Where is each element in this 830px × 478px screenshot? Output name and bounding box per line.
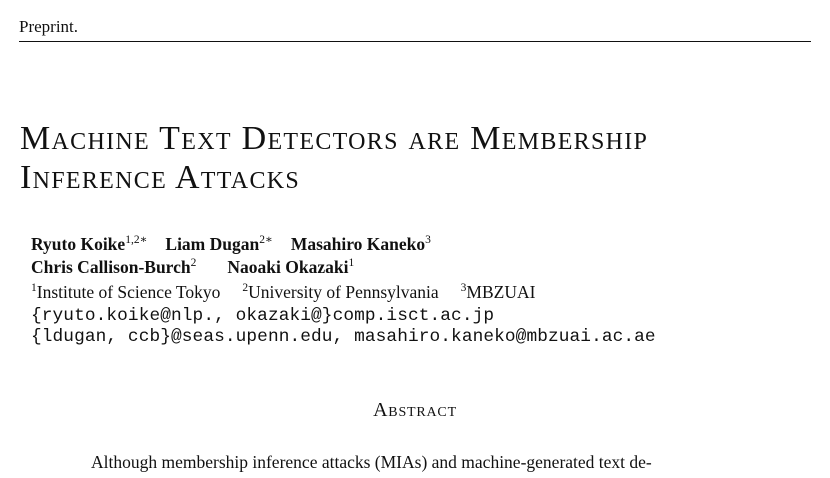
email-line-1: {ryuto.koike@nlp., okazaki@}comp.isct.ac.jp xyxy=(31,306,495,326)
affiliation-name: MBZUAI xyxy=(466,282,536,302)
affiliation-name: University of Pennsylvania xyxy=(248,282,439,302)
paper-title xyxy=(20,119,810,197)
author-name: Ryuto Koike xyxy=(31,234,126,254)
abstract-heading: Abstract xyxy=(373,399,457,421)
title-line-1: Machine Text Detectors are Membership xyxy=(20,120,649,157)
author-affiliation-mark: 2∗ xyxy=(259,234,273,246)
author-row-1 xyxy=(31,233,431,258)
header-rule xyxy=(19,41,811,42)
author-name: Masahiro Kaneko xyxy=(290,234,426,254)
affiliation-mark: 2 xyxy=(242,282,249,294)
email-line-2: {ldugan, ccb}@seas.upenn.edu, masahiro.kaneko@mbzuai.ac.ae xyxy=(31,327,656,347)
affiliation-mark: 1 xyxy=(31,282,37,294)
abstract-text: Although membership inference attacks (MIAs) and machine-generated text de- xyxy=(91,452,652,472)
title-line-2: Inference Attacks xyxy=(20,159,301,196)
author-affiliation-mark: 1 xyxy=(348,257,355,269)
author-name: Naoaki Okazaki xyxy=(227,257,349,277)
author-affiliation-mark: 2 xyxy=(190,257,197,269)
author-affiliation-mark: 1,2∗ xyxy=(125,234,148,246)
running-header: Preprint. xyxy=(19,17,79,36)
author-row-2 xyxy=(31,256,354,281)
affiliation-name: Institute of Science Tokyo xyxy=(36,282,221,302)
author-affiliation-mark: 3 xyxy=(425,234,431,246)
author-name: Liam Dugan xyxy=(165,234,260,254)
affiliation-mark: 3 xyxy=(460,282,467,294)
author-name: Chris Callison-Burch xyxy=(31,257,191,277)
affiliation-row xyxy=(31,281,535,306)
